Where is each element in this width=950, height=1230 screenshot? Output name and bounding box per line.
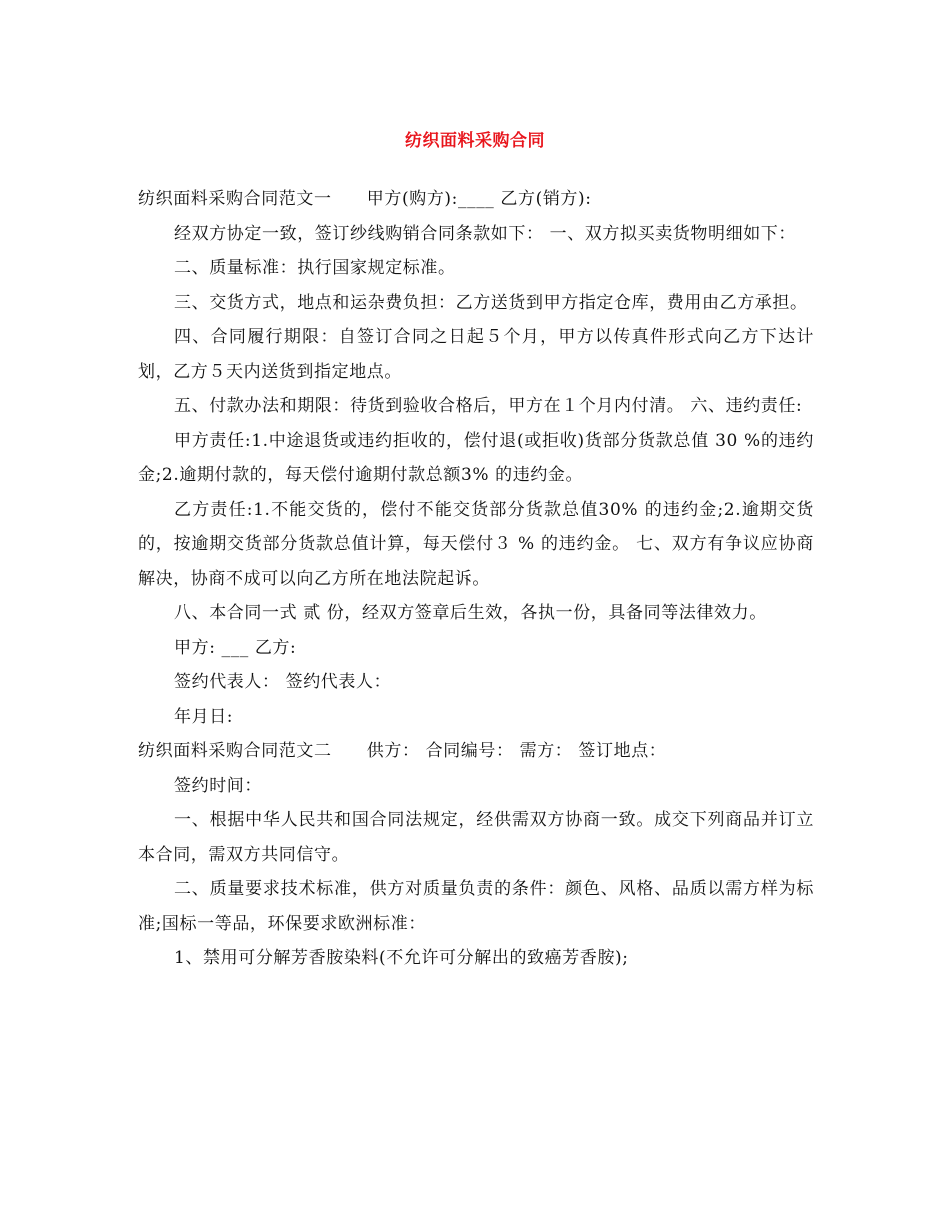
paragraph: 甲方: ___ 乙方:: [174, 637, 297, 658]
paragraph: 年月日:: [174, 706, 234, 727]
paragraph: 二、质量标准：执行国家规定标准。: [174, 258, 456, 278]
document-body: [138, 182, 814, 976]
paragraph: 甲方责任:1.中途退货或违约拒收的，偿付退(或拒收)货部分货款总值 30 %的违约金;2.逾期付款的，每天偿付逾期付款总额3% 的违约金。: [138, 430, 814, 485]
paragraph: 纺织面料采购合同范文二 供方： 合同编号： 需方： 签订地点：: [138, 741, 667, 761]
paragraph: 一、根据中华人民共和国合同法规定，经供需双方协商一致。成交下列商品并订立本合同，需双方共同信守。: [138, 810, 814, 865]
paragraph: 三、交货方式，地点和运杂费负担：乙方送货到甲方指定仓库，费用由乙方承担。: [174, 292, 808, 313]
paragraph: 八、本合同一式 贰 份，经双方签章后生效，各执一份，具备同等法律效力。: [174, 603, 767, 623]
paragraph: 五、付款办法和期限：待货到验收合格后，甲方在１个月内付清。 六、违约责任:: [174, 396, 803, 416]
paragraph: 四、合同履行期限：自签订合同之日起５个月，甲方以传真件形式向乙方下达计划，乙方５天内送货到指定地点。: [138, 327, 814, 382]
paragraph: 签约代表人： 签约代表人：: [174, 672, 392, 692]
document-title: 纺织面料采购合同: [405, 131, 545, 151]
paragraph: 二、质量要求技术标准，供方对质量负责的条件：颜色、风格、品质以需方样为标准;国标一等品，环保要求欧洲标准：: [138, 879, 814, 934]
paragraph: 纺织面料采购合同范文一 甲方(购方):____ 乙方(销方):: [138, 189, 592, 209]
paragraph: 乙方责任:1.不能交货的，偿付不能交货部分货款总值30% 的违约金;2.逾期交货的，按逾期交货部分货款总值计算，每天偿付３ % 的违约金。 七、双方有争议应协商解决，协商不成可以向乙方所在地法院起诉。: [138, 499, 814, 589]
paragraph: 签约时间：: [174, 775, 262, 796]
paragraph: 经双方协定一致，签订纱线购销合同条款如下： 一、双方拟买卖货物明细如下：: [174, 223, 797, 244]
paragraph: 1、禁用可分解芳香胺染料(不允许可分解出的致癌芳香胺);: [174, 948, 629, 968]
